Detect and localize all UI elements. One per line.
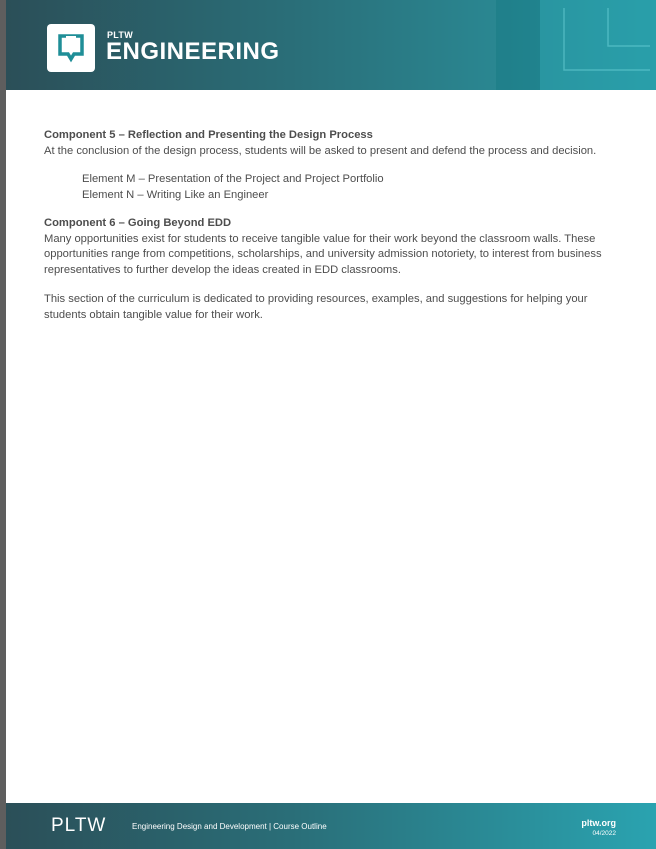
engineering-logo-icon bbox=[56, 33, 86, 63]
page-edge bbox=[0, 0, 6, 849]
component-5-element-list bbox=[82, 172, 626, 203]
component-6-heading: Component 6 – Going Beyond EDD bbox=[44, 217, 232, 229]
component-5-heading: Component 5 – Reflection and Presenting the Design Process bbox=[44, 129, 373, 141]
footer-course-title: Engineering Design and Development | Course Outline bbox=[132, 822, 327, 831]
header-decor-band bbox=[496, 0, 540, 90]
component-6-text-2: This section of the curriculum is dedicated to providing resources, examples, and suggestions for helping your students obtain tangible value for their work. bbox=[44, 293, 588, 321]
footer-date: 04/2022 bbox=[592, 830, 616, 837]
pltw-logo bbox=[47, 24, 95, 72]
brand-small-text: PLTW bbox=[107, 30, 134, 40]
footer-pltw-logo: PLTW bbox=[51, 815, 107, 836]
brand-title: ENGINEERING bbox=[106, 38, 280, 65]
element-m: Element M – Presentation of the Project and Project Portfolio bbox=[82, 173, 384, 185]
footer-url-link[interactable]: pltw.org bbox=[581, 818, 616, 828]
component-5-text: At the conclusion of the design process, students will be asked to present and defend the process and decision. bbox=[44, 144, 597, 157]
page-header bbox=[6, 0, 656, 90]
element-n: Element N – Writing Like an Engineer bbox=[82, 188, 269, 201]
document-body bbox=[44, 128, 626, 323]
header-circuit-lines bbox=[562, 8, 652, 78]
page-footer bbox=[6, 803, 656, 849]
component-6-text: Many opportunities exist for students to receive tangible value for their work beyond the classroom walls. These opportunities range from competitions, scholarships, and university admission notoriety, to interest from business representatives to further develop the ideas created in EDD classrooms. bbox=[44, 232, 602, 276]
